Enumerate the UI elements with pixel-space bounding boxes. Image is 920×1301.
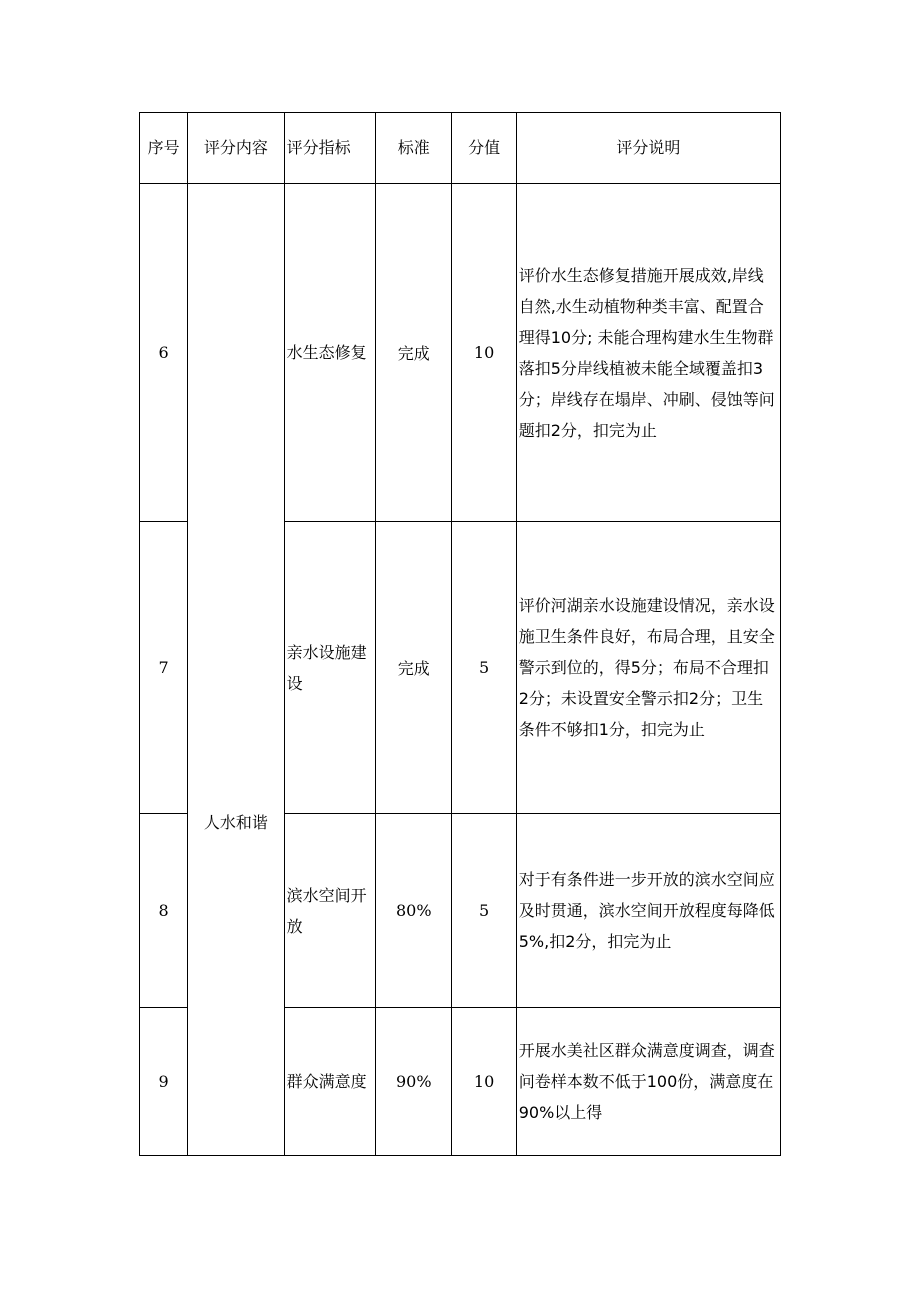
header-no: 序号: [140, 113, 188, 184]
row-number: 9: [140, 1008, 188, 1156]
description-cell: 开展水美社区群众满意度调查，调查问卷样本数不低于100份，满意度在90%以上得: [516, 1008, 780, 1156]
content-group-cell: [188, 522, 284, 1156]
indicator-cell: 亲水设施建设: [284, 522, 375, 814]
row-number: 8: [140, 814, 188, 1008]
table-row: [140, 184, 781, 522]
header-score: 分值: [452, 113, 516, 184]
content-cell-empty: [188, 184, 284, 522]
header-indicator: 评分指标: [284, 113, 375, 184]
standard-cell: 80%: [376, 814, 452, 1008]
scoring-table: [139, 112, 781, 1156]
table-header-row: [140, 113, 781, 184]
score-cell: 5: [452, 522, 516, 814]
indicator-cell: 水生态修复: [284, 184, 375, 522]
score-cell: 10: [452, 1008, 516, 1156]
description-cell: 评价水生态修复措施开展成效,岸线自然,水生动植物种类丰富、配置合理得10分; 未能合理构建水生生物群落扣5分岸线植被未能全域覆盖扣3分；岸线存在塌岸、冲刷、侵蚀等问题扣2分，扣完为止: [516, 184, 780, 522]
content-group-label: 人水和谐: [203, 812, 268, 832]
description-cell: 评价河湖亲水设施建设情况，亲水设施卫生条件良好，布局合理，且安全警示到位的，得5分；布局不合理扣2分；未设置安全警示扣2分；卫生条件不够扣1分，扣完为止: [516, 522, 780, 814]
row-number: 6: [140, 184, 188, 522]
header-standard: 标准: [376, 113, 452, 184]
indicator-cell: 群众满意度: [284, 1008, 375, 1156]
indicator-cell: 滨水空间开放: [284, 814, 375, 1008]
standard-cell: 完成: [376, 184, 452, 522]
score-cell: 10: [452, 184, 516, 522]
standard-cell: 90%: [376, 1008, 452, 1156]
row-number: 7: [140, 522, 188, 814]
score-cell: 5: [452, 814, 516, 1008]
header-content: 评分内容: [188, 113, 284, 184]
description-cell: 对于有条件进一步开放的滨水空间应及时贯通，滨水空间开放程度每降低5%,扣2分，扣完为止: [516, 814, 780, 1008]
table-row: [140, 522, 781, 814]
standard-cell: 完成: [376, 522, 452, 814]
header-description: 评分说明: [516, 113, 780, 184]
